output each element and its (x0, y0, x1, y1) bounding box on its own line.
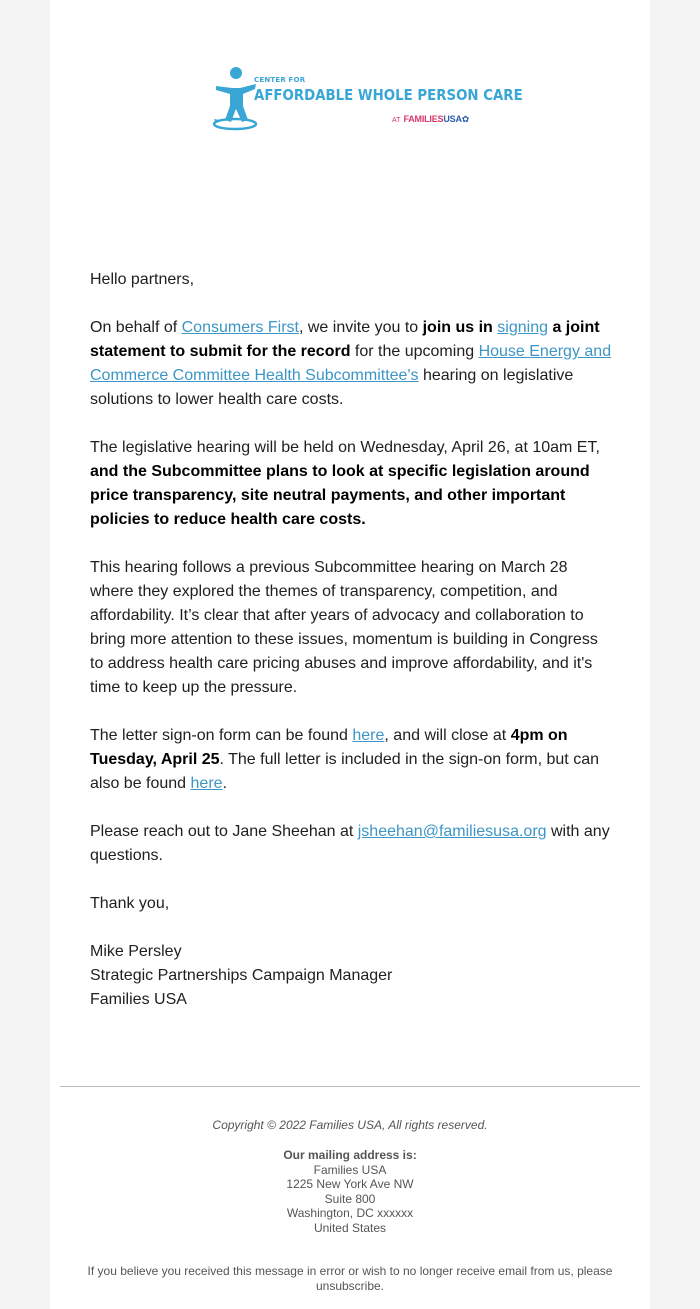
signature-org: Families USA (90, 991, 187, 1008)
paragraph-hearing (90, 436, 615, 532)
thanks: Thank you, (90, 895, 170, 912)
text: . (222, 775, 228, 792)
logo-at-text: AT (392, 117, 401, 124)
bold-text: a joint statement to submit for the record (90, 319, 600, 360)
heart-icon: ✿ (461, 114, 470, 124)
subcommittee-link[interactable]: House Energy and Commerce Committee Health Subcommittee's (90, 343, 612, 384)
consumers-first-link[interactable]: Consumers First (181, 319, 299, 336)
text: , and will close at (384, 727, 511, 744)
email-card (50, 0, 650, 1309)
email-link[interactable]: jsheehan@familiesusa.org (357, 823, 547, 840)
text: On behalf of (90, 319, 182, 336)
unsubscribe-notice[interactable]: If you believe you received this message in error or wish to no longer receive email from us, please unsubscribe. (87, 1264, 613, 1293)
text: The legislative hearing will be held on Wednesday, April 26, at 10am ET, (90, 439, 600, 456)
text: hearing on legislative solutions to lower health care costs. (90, 367, 574, 408)
bold-text: 4pm on Tuesday, April 25 (90, 727, 568, 768)
footer-copyright: Copyright © 2022 Families USA, All rights reserved. (212, 1118, 488, 1132)
greeting: Hello partners, (90, 271, 195, 288)
text: , we invite you to (298, 319, 423, 336)
sign-on-form-link[interactable]: here (352, 727, 385, 744)
text: . The full letter is included in the sign-on form, but can also be found (90, 751, 599, 792)
logo-line2: AFFORDABLE WHOLE PERSON CARE (254, 86, 523, 104)
footer-address (70, 1148, 630, 1235)
address-line: Families USA (313, 1162, 387, 1177)
email-body (90, 268, 615, 1036)
text: with any questions. (90, 823, 610, 864)
address-line: United States (313, 1220, 387, 1235)
text: The letter sign-on form can be found (90, 727, 353, 744)
signing-link[interactable]: signing (497, 319, 548, 336)
signature-title: Strategic Partnerships Campaign Manager (90, 967, 393, 984)
paragraph-contact (90, 820, 615, 868)
paragraph-background: This hearing follows a previous Subcommittee hearing on March 28 where they explored the themes of transparency, competition, and affordability. It’s clear that after years of advocacy and collaboration to bring more attention to these issues, momentum is building in Congress to address health care pricing abuses and improve affordability, and it's time to keep up the pressure. (90, 559, 598, 696)
signature (90, 940, 615, 1012)
footer-divider (60, 1086, 640, 1087)
mailing-label: Our mailing address is: (283, 1148, 417, 1162)
text: Please reach out to Jane Sheehan at (90, 823, 358, 840)
paragraph-sign-on (90, 724, 615, 796)
bold-text: and the Subcommittee plans to look at specific legislation around price transparency, site neutral payments, and other important policies to reduce health care costs. (90, 463, 590, 528)
logo[interactable] (210, 62, 523, 134)
address-line: Washington, DC xxxxxx (286, 1206, 414, 1220)
paragraph-invite (90, 316, 615, 412)
logo-families-text: FAMILIES (403, 114, 444, 124)
address-line: 1225 New York Ave NW (286, 1177, 414, 1191)
address-line: Suite 800 (324, 1191, 376, 1206)
signature-name: Mike Persley (90, 943, 182, 960)
logo-families-usa (392, 114, 469, 125)
logo-line1: CENTER FOR (254, 76, 306, 84)
person-figure-icon (210, 66, 260, 132)
text: for the upcoming (350, 343, 479, 360)
full-letter-link[interactable]: here (190, 775, 223, 792)
bold-text: join us in (422, 319, 493, 336)
logo-usa-text: USA (443, 114, 462, 124)
